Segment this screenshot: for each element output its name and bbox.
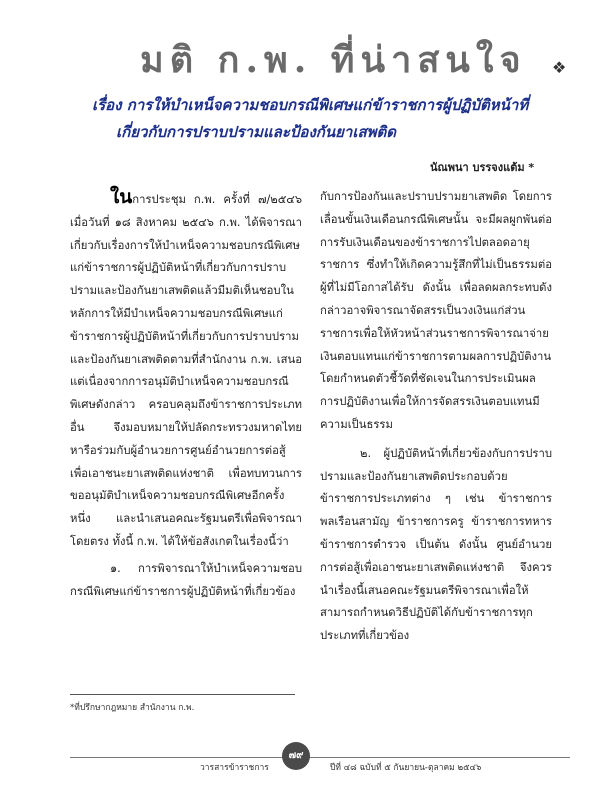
- footer-journal-name: วารสารข้าราชการ: [200, 763, 269, 773]
- subtitle-line-1: เรื่อง การให้บำเหน็จความชอบกรณีพิเศษแก่ข้าราชการผู้ปฏิบัติหน้าที่: [92, 96, 529, 114]
- footer-divider: [70, 757, 570, 758]
- footnote-divider: [70, 694, 295, 695]
- footer-issue-info: ปีที่ ๔๘ ฉบับที่ ๕ กันยายน-ตุลาคม ๒๕๔๖: [330, 763, 482, 773]
- left-paragraph-1: [70, 186, 302, 554]
- page-number-badge: ๗๙: [282, 742, 310, 770]
- left-paragraph-2: ๑. การพิจารณาให้บำเหน็จความชอบกรณีพิเศษแก่ข้าราชการผู้ปฏิบัติหน้าที่เกี่ยวข้อง: [70, 561, 302, 598]
- left-column: [70, 186, 302, 603]
- right-column: [320, 186, 552, 648]
- drop-cap-word: ใน: [110, 186, 133, 208]
- page-title: มติ ก.พ. ที่น่าสนใจ: [140, 39, 527, 81]
- right-paragraph-1: กับการป้องกันและปราบปรามยาเสพติด โดยการเลื่อนขั้นเงินเดือนกรณีพิเศษนั้น จะมีผลผูกพันต่อการรับเงินเดือนของข้าราชการไปตลอดอายุราชการ ซึ่งทำให้เกิดความรู้สึกที่ไม่เป็นธรรมต่อผู้ที่ไม่มีโอกาสได้รับ ดังนั้น เพื่อลดผลกระทบดังกล่าวอาจพิจารณาจัดสรรเป็นวงเงินแก่ส่วนราชการเพื่อให้หัวหน้าส่วนราชการพิจารณาจ่ายเงินตอบแทนแก่ข้าราชการตามผลการปฏิบัติงานโดยกำหนดตัวชี้วัดที่ชัดเจนในการประเมินผลการปฏิบัติงานเพื่อให้การจัดสรรเงินตอบแทนมีความเป็นธรรม: [320, 190, 552, 431]
- article-subtitle: [92, 92, 562, 146]
- author-byline: นัณพนา บรรจงแต้ม *: [430, 161, 535, 174]
- subtitle-line-2: เกี่ยวกับการปราบปรามและป้องกันยาเสพติด: [116, 123, 396, 141]
- decorative-ornament-icon: ❖: [552, 58, 567, 77]
- left-paragraph-1-text: การประชุม ก.พ. ครั้งที่ ๗/๒๕๔๖ เมื่อวันที่ ๑๘ สิงหาคม ๒๕๔๖ ก.พ. ได้พิจารณาเกี่ยวกับเรื่องการให้บำเหน็จความชอบกรณีพิเศษแก่ข้าราชการผู้ปฏิบัติหน้าที่เกี่ยวกับการปราบปรามและป้องกันยาเสพติดแล้วมีมติเห็นชอบในหลักการให้มีบำเหน็จความชอบกรณีพิเศษแก่ข้าราชการผู้ปฏิบัติหน้าที่เกี่ยวกับการปราบปรามและป้องกันยาเสพติดตามที่สำนักงาน ก.พ. เสนอ แต่เนื่องจากการอนุมัติบำเหน็จความชอบกรณีพิเศษดังกล่าว ครอบคลุมถึงข้าราชการประเภทอื่น จึงมอบหมายให้ปลัดกระทรวงมหาดไทยหารือร่วมกับผู้อำนวยการศูนย์อำนวยการต่อสู้เพื่อเอาชนะยาเสพติดแห่งชาติ เพื่อทบทวนการขออนุมัติบำเหน็จความชอบกรณีพิเศษอีกครั้งหนึ่ง และนำเสนอคณะรัฐมนตรีเพื่อพิจารณาโดยตรง ทั้งนี้ ก.พ. ได้ให้ข้อสังเกตในเรื่องนี้ว่า: [70, 193, 302, 548]
- right-paragraph-2: ๒. ผู้ปฏิบัติหน้าที่เกี่ยวข้องกับการปราบปรามและป้องกันยาเสพติดประกอบด้วยข้าราชการประเภทต่าง ๆ เช่น ข้าราชการพลเรือนสามัญ ข้าราชการครู ข้าราชการทหาร ข้าราชการตำรวจ เป็นต้น ดังนั้น ศูนย์อำนวยการต่อสู้เพื่อเอาชนะยาเสพติดแห่งชาติ จึงควรนำเรื่องนี้เสนอคณะรัฐมนตรีพิจารณาเพื่อให้สามารถกำหนดวิธีปฏิบัติได้กับข้าราชการทุกประเภทที่เกี่ยวข้อง: [320, 446, 552, 643]
- footnote: *ที่ปรึกษากฎหมาย สำนักงาน ก.พ.: [70, 703, 195, 713]
